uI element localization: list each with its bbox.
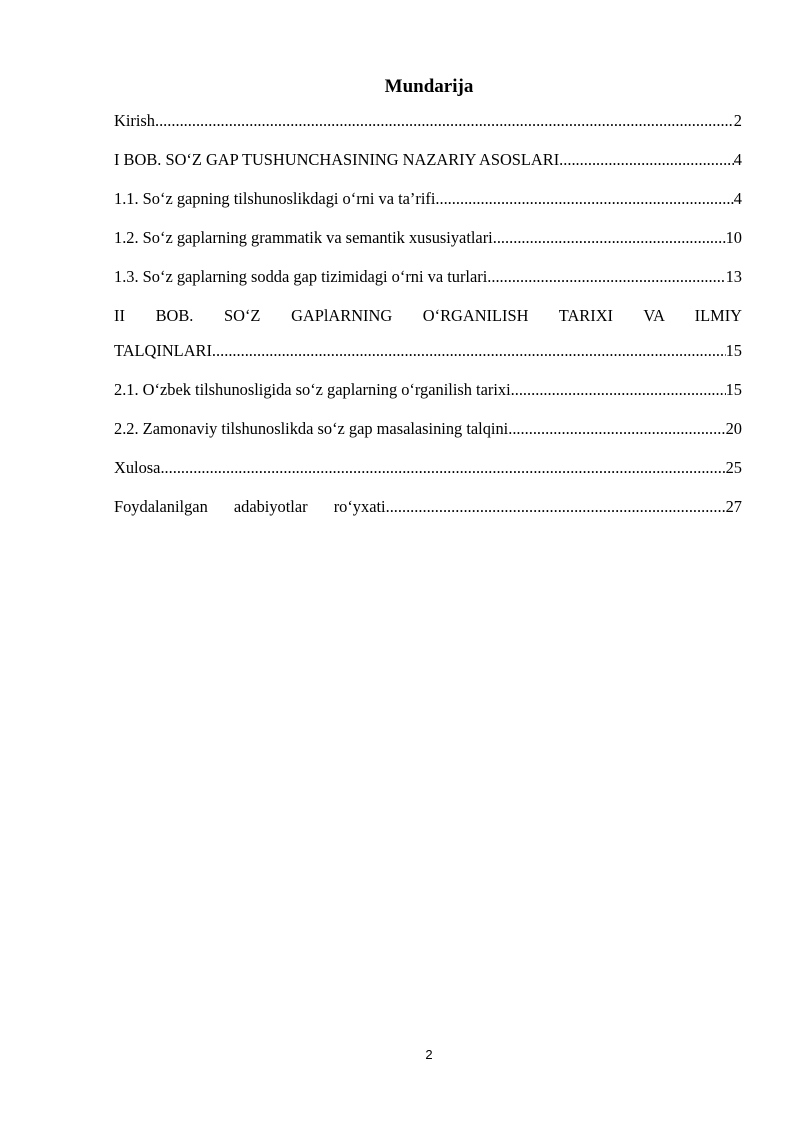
- toc-leader-dots: [559, 147, 734, 173]
- toc-entry-text: 1.1. So‘z gapning tilshunoslikdagi o‘rni va ta’rifi: [114, 189, 436, 208]
- toc-entry-page: 4: [733, 189, 742, 208]
- toc-entry-page: 27: [725, 497, 742, 516]
- toc-leader-dots: [212, 338, 726, 364]
- toc-entry-page: 2: [733, 111, 742, 130]
- toc-entry-references[interactable]: [114, 494, 742, 520]
- toc-entry-text: 1.3. So‘z gaplarning sodda gap tizimidagi o‘rni va turlari: [114, 267, 488, 286]
- toc-entry-section-2-2[interactable]: [114, 416, 742, 442]
- toc-leader-dots: [435, 186, 733, 212]
- toc-entry-page: 25: [725, 458, 742, 477]
- toc-entry-text: Kirish: [114, 111, 155, 130]
- toc-leader-dots: [511, 377, 726, 403]
- toc-leader-dots: [508, 416, 725, 442]
- toc-entry-text: 1.2. So‘z gaplarning grammatik va semantik xususiyatlari: [114, 228, 493, 247]
- toc-leader-dots: [487, 264, 725, 290]
- toc-leader-dots: [155, 108, 734, 134]
- toc-entry-page: 10: [725, 228, 742, 247]
- toc-entry-text-line2: TALQINLARI: [114, 341, 212, 360]
- toc-leader-dots: [386, 494, 726, 520]
- toc-entry-section-2-1[interactable]: [114, 377, 742, 403]
- toc-leader-dots: [160, 455, 725, 481]
- toc-entry-line2: [114, 338, 742, 364]
- toc-entry-text: I BOB. SO‘Z GAP TUSHUNCHASINING NAZARIY ASOSLARI: [114, 150, 560, 169]
- toc-entry-page: 13: [725, 267, 742, 286]
- toc-entry-chapter-2[interactable]: [114, 303, 742, 364]
- toc-entry-text: 2.2. Zamonaviy tilshunoslikda so‘z gap masalasining talqini: [114, 419, 509, 438]
- page-number: 2: [425, 1047, 433, 1062]
- toc-title: Mundarija: [384, 76, 474, 97]
- toc-entry-page: 20: [725, 419, 742, 438]
- toc-entry-text: Foydalanilgan adabiyotlar ro‘yxati: [114, 497, 386, 516]
- toc-entry-kirish[interactable]: [114, 108, 742, 134]
- toc-entry-section-1-2[interactable]: [114, 225, 742, 251]
- toc-entry-page: 15: [725, 380, 742, 399]
- toc-entry-text: Xulosa: [114, 458, 161, 477]
- toc-entry-section-1-1[interactable]: [114, 186, 742, 212]
- toc-entry-page: 15: [725, 341, 742, 360]
- toc-entry-xulosa[interactable]: [114, 455, 742, 481]
- toc-entry-chapter-1[interactable]: [114, 147, 742, 173]
- table-of-contents: [114, 108, 742, 533]
- toc-entry-text-line1: II BOB. SO‘Z GAPlARNING O‘RGANILISH TARIXI VA ILMIY: [114, 306, 742, 325]
- toc-entry-text: 2.1. O‘zbek tilshunosligida so‘z gaplarning o‘rganilish tarixi: [114, 380, 511, 399]
- toc-entry-page: 4: [733, 150, 742, 169]
- toc-leader-dots: [493, 225, 726, 251]
- toc-entry-section-1-3[interactable]: [114, 264, 742, 290]
